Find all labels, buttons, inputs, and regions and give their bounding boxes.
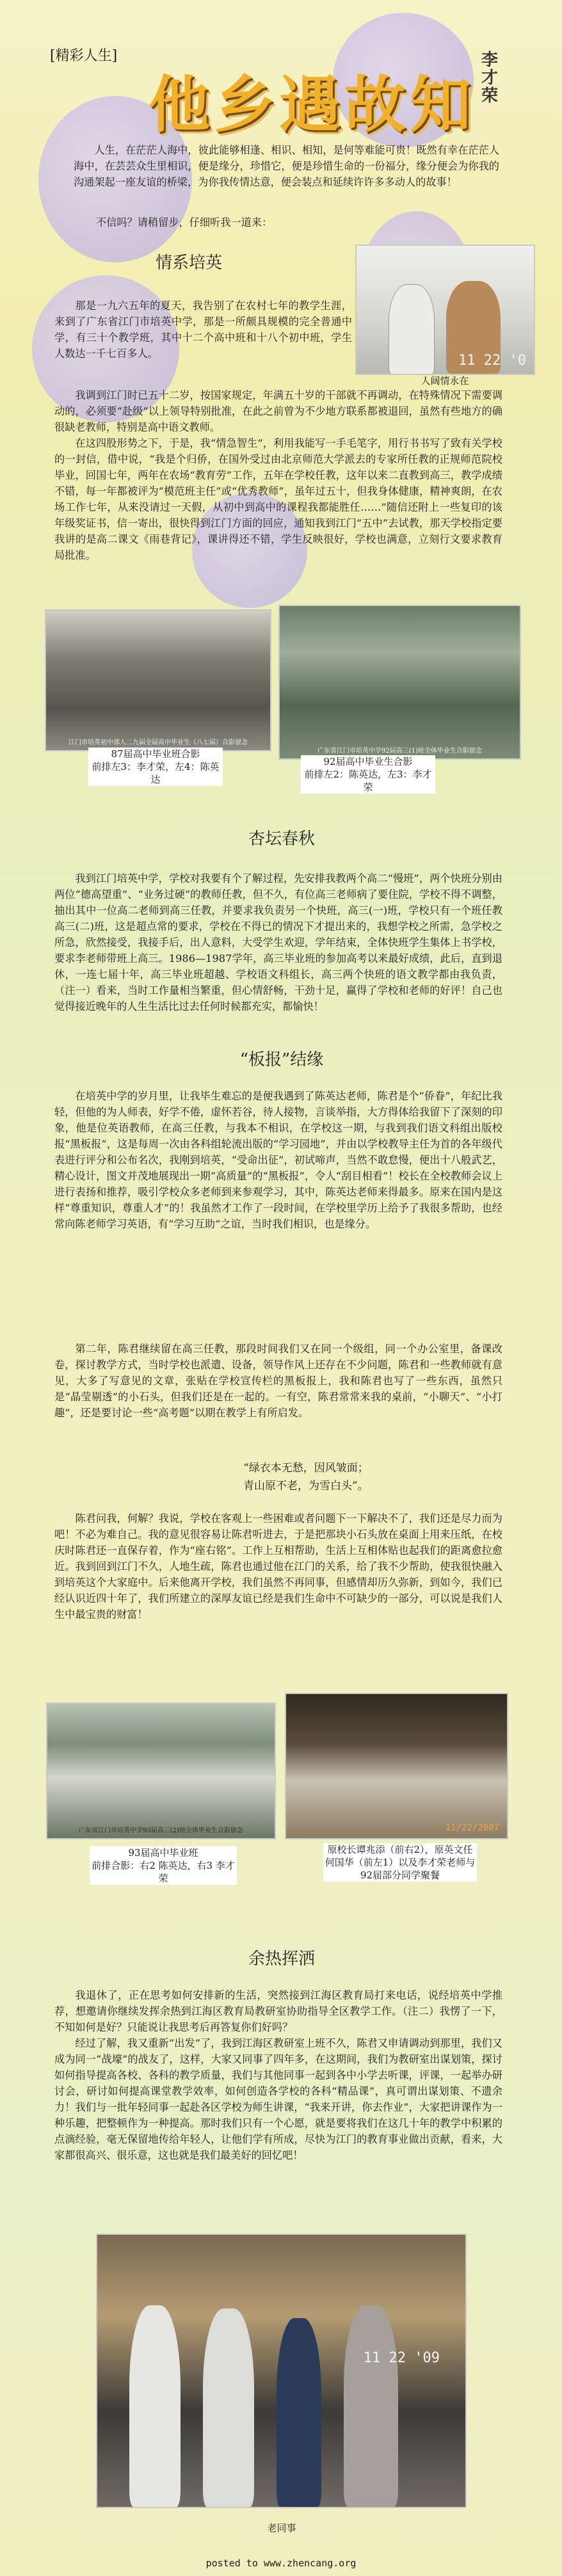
photo-banner-text: 江门市培英初中部人二九届全届高中毕业生（八七届）合影留念 [68,739,248,746]
footer-credit: posted to www.zhencang.org [205,2557,357,2569]
poem-line: 青山原不老，为雪白头”。 [243,1480,369,1492]
poem [243,1459,435,1495]
section4-paragraph-2: 经过了解，我又重新“出发”了，我到江海区教研室上班不久，陈君又申请调动到那里，我们又成为同一“战壕”的战友了，这样，大家又同事了四年多，在这期间，我们为教研室出谋划策，探讨如何指导提高各校、各科的教学质量，我们与其他同事一起到各中小学去听课，评课，一起举办研讨会，研讨如何提高课堂教学效率，如何创造各学校的各科“精品课”，真可谓出谋划策、不遗余力！我们与一批年轻同事一起赴各区学校为师生讲课，“我来开讲，你去作业”，大家把讲课作为一种乐趣，把整顿作为一种提高。那时我们只有一个心愿，就是要将我们在这几十年的教学中积累的点滴经验，毫无保留地传给年轻人，让他们学有所成，尽快为江门的教育事业做出贡献，看来，大家都很高兴、很乐意，这也就是我们最美好的回忆吧！ [54,2037,502,2161]
photo-caption: 人阔情永在 [421,375,469,387]
photo-banner-text: 广东省江门市培英中学93届高三(2)班全体毕业生合影留念 [79,1827,243,1834]
author-name: 李才荣 [481,51,499,106]
caption-line: 87届高中毕业班合影 [111,748,200,760]
caption-line: 前排左3：李才荣，左4：陈英达 [92,761,220,785]
category-tag: [精彩人生] [50,48,118,64]
photo-date-stamp: 11 22 '09 [363,2350,440,2366]
portrait-photo [355,244,535,375]
caption-line: 原校长谭兆添（前右2），原英文任何国华（前左1）以及李才荣老师与92届部分同学聚餐 [325,1844,476,1881]
caption-line: 92届高中毕业生合影 [323,756,413,767]
poem-line: “绿衣本无愁，因风皱面； [243,1462,369,1475]
person-figure [203,2308,254,2507]
group-photo-92 [278,605,521,760]
photo-banner-text: 广东省江门市培英中学92届高三(1)班全体毕业生合影留念 [317,748,482,755]
section-title: 余热挥洒 [248,1949,315,1969]
person-figure [344,2305,398,2507]
caption-line: 93届高中毕业班 [128,1847,198,1859]
caption-line: 前排左2：陈英达，左3：李才荣 [304,769,432,793]
section1-paragraph-2: 我调到江门时已五十二岁，按国家规定，年满五十岁的干部就不再调动，在特殊情况下需要调动的，必须要“赴级”以上领导特别批准，在此之前曾为不少地方联系都被退回，虽然有些地方的确很缺老教师，特别是高中语文教师。 [54,389,502,433]
photo-date-stamp: 11 22 '0 [458,353,526,369]
page-title: 他乡遇故知 [149,69,475,141]
section3-paragraph-2: 第二年，陈君继续留在高三任教，那段时间我们又在同一个级组，同一个办公室里，备课改卷，探讨教学方式，当时学校也派遣、设备，领导作风上还存在不少问题，陈君和一些教师就有意见，大多了写意见的文章，张贴在学校宣传栏的黑板报上，我和陈君也写了一些东西，虽然只是“晶莹剔透”的小石头，但我们还是在一起的。一有空，陈君常常来我的桌前，“小聊天”、“小打趣”，还是要讨论一些“高考题”以期在教学上有所启发。 [54,1343,502,1419]
section1-paragraph-3: 在这四股形势之下，于是，我“情急智生”，利用我能写一手毛笔字，用行书书写了致有关学校的一封信，借中说，“我是个归侨，在国外受过由北京师范大学派去的专家所任教的正规师范院校毕业，回国七年，两年在农场“教育劳”工作，五年在学校任教，这年以来二直教到高三，教学成绩不错，每一年都被评为“模范班主任”或“优秀教师”，虽年过五十，但我身体健康，精神爽朗，在农场工作七年，从来没请过一天假，从初中到高中的课程我都能胜任……”随信还附上一些复印的该年级奖证书，信一寄出，很快得到江门方面的回应，通知我到江门“五中”去试教，那天学校指定要我讲的是高二课文《雨巷背记》，课讲得还不错，学生反映很好，学校也满意，立刻行文要求教育局批准。 [54,437,502,561]
photo-date-stamp: 11/22/2007 [445,1823,499,1833]
colleagues-photo [96,2234,467,2508]
photo-caption [90,1846,237,1885]
section4-paragraph-1: 我退休了，正在思考如何安排新的生活，突然接到江海区教育局打来电话，说经培英中学推荐，想邀请你继续发挥余热到江海区教育局教研室协助指导全区教学工作。（注二）我愣了一下，不知如何是好？只能说让我思考后再答复你们好吗？ [54,1989,502,2033]
person-figure [277,2318,321,2507]
person-figure [389,284,435,375]
group-photo-87 [45,609,271,751]
dinner-photo [285,1693,508,1839]
photo-caption [301,755,435,794]
person-figure [129,2305,181,2507]
section3-paragraph-3: 陈君问我，何解？我说，学校在客观上一些困难或者问题下一下解决不了，我们还是尽力而为吧！不必为难自己。我的意见很容易让陈君听进去，于是把那块小石头放在桌面上用来压纸，在校庆时陈君还一直保存着，作为“座右铭”。工作上互相帮助，生活上互相体贴也起我们的距离愈拉愈近。我到回到江门不久，人地生疏，陈君也通过他在江门的关系，给了我不少帮助，使我很快融入到培英这个大家庭中。后来他离开学校，我们虽然不再同事，但感情却历久弥新，到如今，我们已经认识近四十年了，我们所建立的深厚友谊已经是我们生命中不可缺少的一部分，可以说是我们人生中最宝贵的财富！ [54,1512,502,1620]
intro-question: 不信吗？请稍留步，仔细听我一道来： [96,216,273,228]
section2-paragraph: 我到江门培英中学，学校对我要有个了解过程，先安排我教两个高二“慢班”，两个快班分别由两位“德高望重”、“业务过硬”的教师任教，但不久，有位高三老师病了要住院，学校不得不调整，抽出其中一位高二老师到高三任教，并要求我负责另一个快班，高三(一)班，学校只有一个班任教高三(二)班，这是超点常的要求，学校在不得已的情况下才提出来的，我想学校之所需，急学校之所急，欣然接受，我接手后，出人意料，大受学生欢迎，学年结束，全体快班学生集体上书学校，要求李老师带班上高三。1986—1987学年，高三毕业班的参加高考以来最好成绩，此后，直到退休，一连七届十年，高三毕业班超越、学校语文科组长，高三两个快班的语文教学都由我负责，（注一）看来，当时工作量相当繁重，但心情舒畅，干劲十足，赢得了学校和老师的好评！自己也觉得接近晚年的人生生活比过去任何时候都充实，都愉快！ [54,872,502,1012]
section-title: 杏坛春秋 [248,829,315,849]
intro-paragraph: 人生，在茫茫人海中，彼此能够相逢、相识、相知，是何等难能可贵！既然有幸在茫茫人海中，在芸芸众生里相识，便是缘分，珍惜它，便是珍惜生命的一份福分，缘分便会为你我的沟通架起一座友谊的桥梁，为你我传情达意，便会装点和延续许许多多动人的故事！ [74,144,499,188]
group-photo-93 [46,1702,276,1839]
section1-paragraph-1: 那是一九六五年的夏天，我告别了在农村七年的教学生涯，来到了广东省江门市培英中学，那是一所颇具规模的完全普通中学，有三十个教学班，其中十二个高中班和十八个初中班，学生人数达一千七百多人。 [54,300,352,360]
photo-caption [323,1843,477,1882]
section3-paragraph-1: 在培英中学的岁月里，让我毕生难忘的是便我遇到了陈英达老师，陈君是个“侨眷”，年纪比我轻，但他的为人师表，好学不倦，虚怀若谷，待人接物，言谈举指，大方得体给我留下了深刻的印象，他是位英语教师，在高三任教，与我本不相识，在学校这一期，与我到我们语文科组出版校报“黑板报”，这是每周一次由各科组轮流出版的“学习园地”，并由以学校教导主任为首的各年级代表进行评分和公布名次，我刚到培英，“受命出征”，初试啼声，当然不敢怠慢，便出十八般武艺，精心设计，图文并茂地展现出一期“高质量”的“黑板报”，令人“刮目相看”！校长在全校教师会议上进行表扬和推荐，吸引学校众多老师到来参观学习，其中，陈英达老师来得最多。原来在国内是这样“尊重知识，尊重人才”的！我虽然才工作了一段时间，在学校里学历上给予了我很多帮助，也经常向陈老师学习英语，有“学习互助”之谊，当时我们相识，也是缘分。 [54,1090,502,1230]
caption-line: 前排合影：右2 陈英达，右3 李才荣 [92,1860,235,1884]
section-title: 情系培英 [155,253,222,273]
photo-caption [88,748,223,786]
photo-caption: 老同事 [267,2522,296,2534]
section-title: “板报”结缘 [239,1050,324,1069]
